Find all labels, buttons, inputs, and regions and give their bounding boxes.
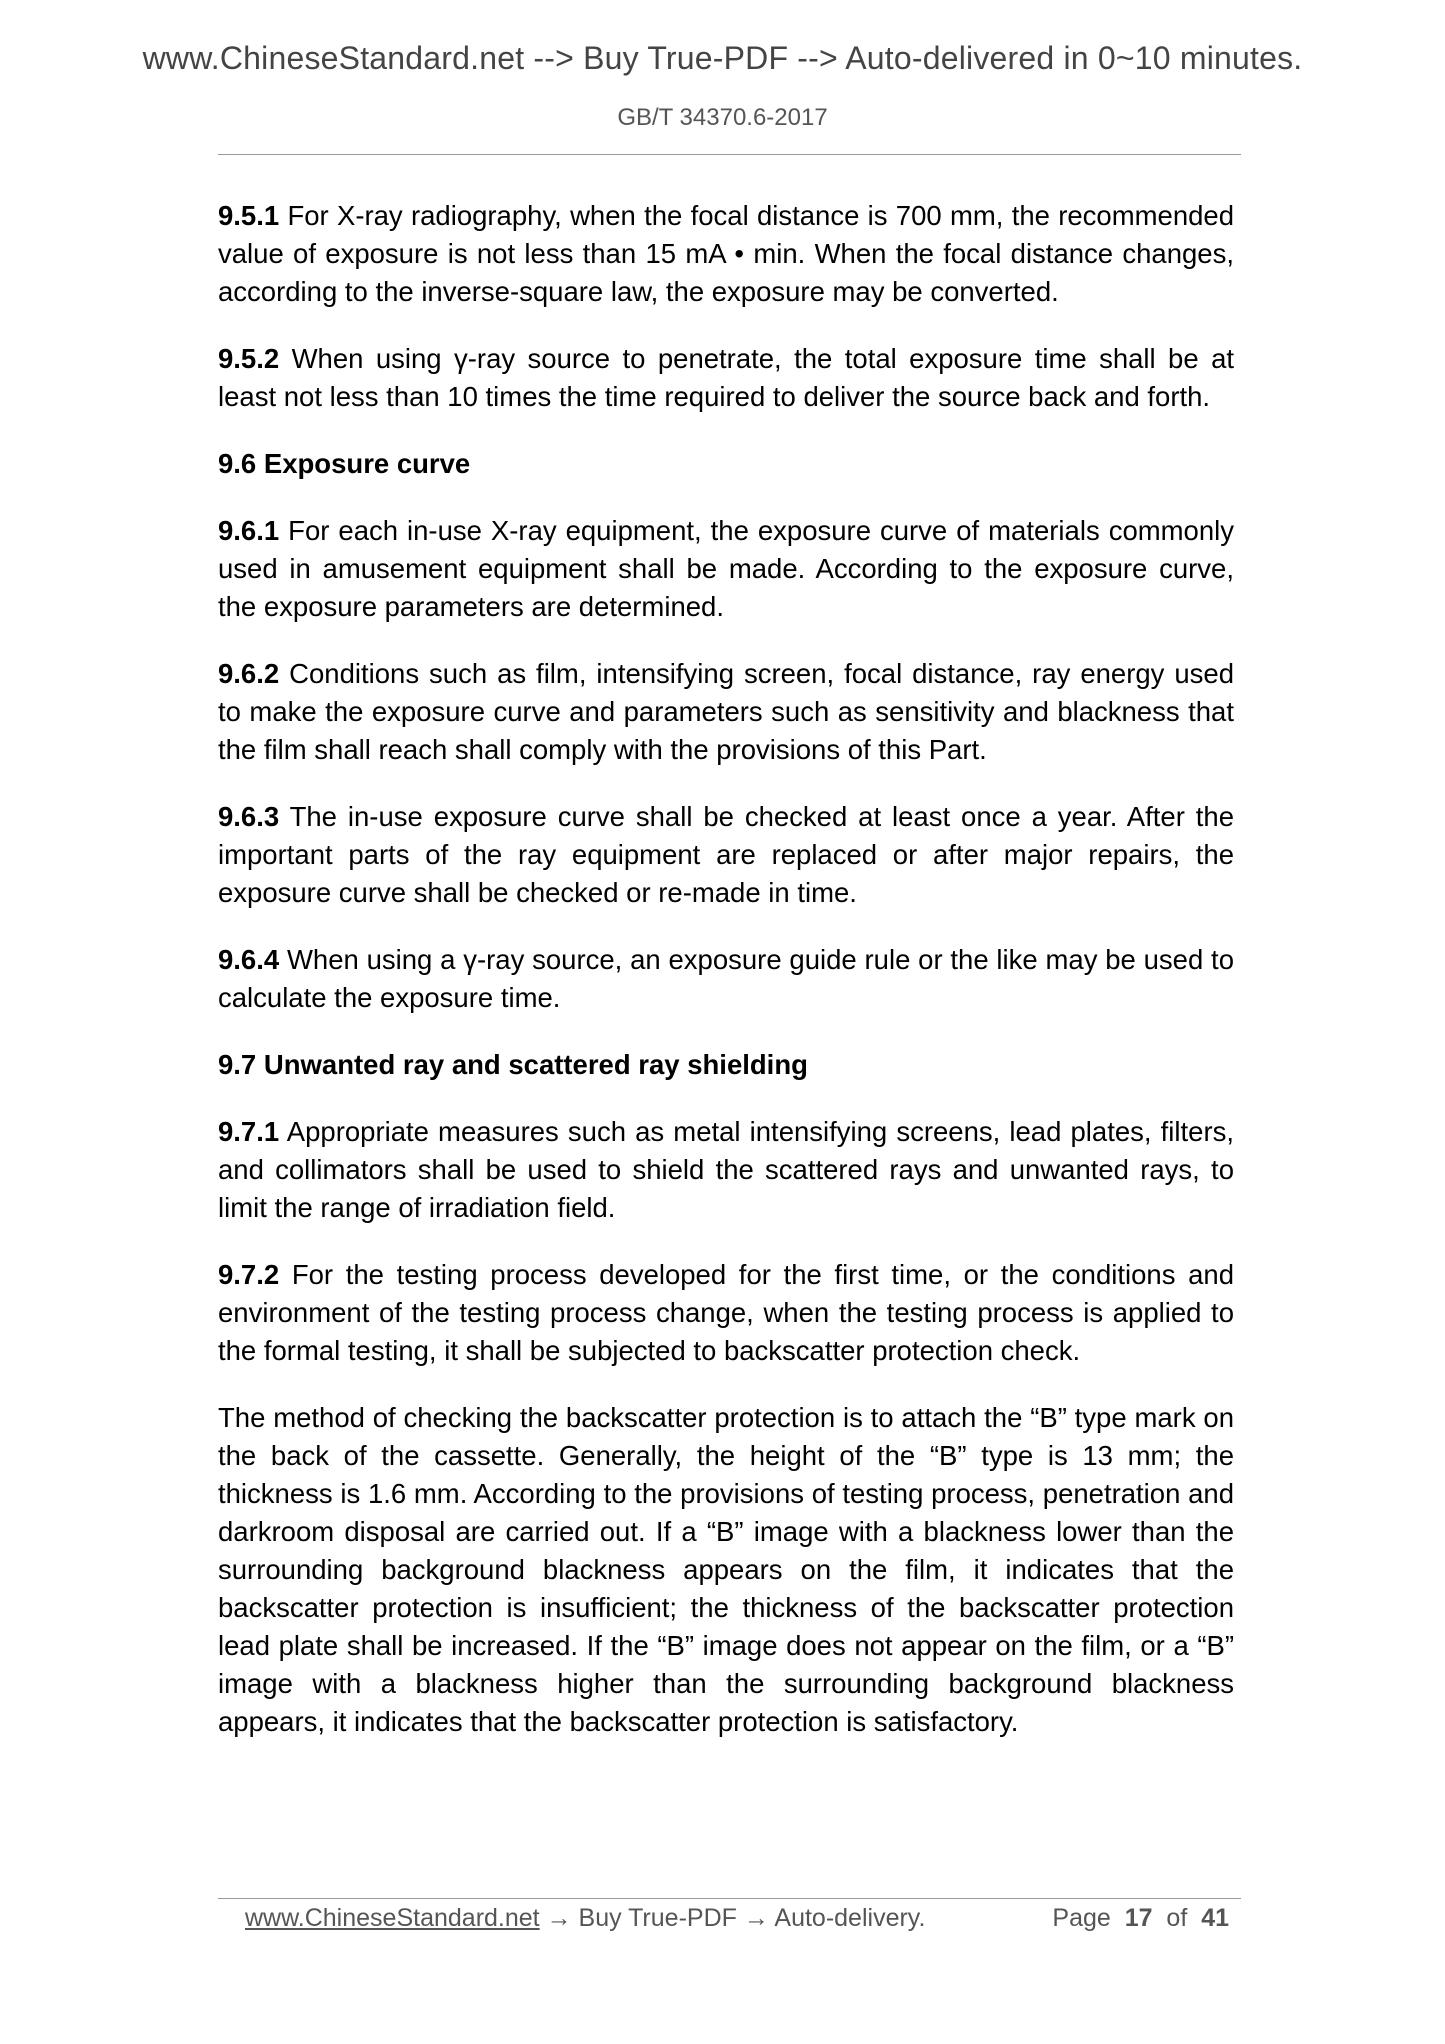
header-divider [218,154,1241,155]
page-content [218,197,1234,1770]
footer-divider [218,1898,1241,1899]
clause-text: For the testing process developed for the first time, or the conditions and environment of the testing process change, when the testing process is applied to the formal testing, it shall be subjected to backscatter protection check. [218,1259,1234,1366]
clause-text: Appropriate measures such as metal intensifying screens, lead plates, filters, and collimators shall be used to shield the scattered rays and unwanted rays, to limit the range of irradiation field. [218,1116,1234,1223]
footer-site-link[interactable]: www.ChineseStandard.net [245,1904,540,1932]
clause-text: When using a γ-ray source, an exposure guide rule or the like may be used to calculate the exposure time. [218,944,1234,1013]
clause-text: For each in-use X-ray equipment, the exposure curve of materials commonly used in amusement equipment shall be made. According to the exposure curve, the exposure parameters are determined. [218,515,1234,622]
section-heading-9-7: 9.7 Unwanted ray and scattered ray shielding [218,1049,808,1080]
page-footer [245,1904,1235,1944]
clause-9-7-1 [218,1113,1234,1227]
method-paragraph: The method of checking the backscatter protection is to attach the “B” type mark on the back of the cassette. Generally, the height of the “B” type is 13 mm; the thickness is 1.6 mm. According to the provisions of testing process, penetration and darkroom disposal are carried out. If a “B” image with a blackness lower than the surrounding background blackness appears on the film, it indicates that the backscatter protection is insufficient; the thickness of the backscatter protection lead plate shall be increased. If the “B” image does not appear on the film, or a “B” image with a blackness higher than the surrounding background blackness appears, it indicates that the backscatter protection is satisfactory. [218,1402,1234,1737]
clause-text: When using γ-ray source to penetrate, the total exposure time shall be at least not less than 10 times the time required to deliver the source back and forth. [218,343,1234,412]
clause-text: The in-use exposure curve shall be checked at least once a year. After the important parts of the ray equipment are replaced or after major repairs, the exposure curve shall be checked or re-made in time. [218,801,1234,908]
of-label: of [1166,1904,1188,1932]
page-indicator [1052,1904,1229,1933]
document-code: GB/T 34370.6-2017 [617,104,828,131]
clause-number: 9.5.2 [218,343,280,374]
footer-tagline: → Buy True-PDF → Auto-delivery. [539,1904,926,1932]
clause-number: 9.7.1 [218,1116,280,1147]
clause-text: For X-ray radiography, when the focal distance is 700 mm, the recommended value of exposure is not less than 15 mA • min. When the focal distance changes, according to the inverse-square law, the exposure may be converted. [218,200,1234,307]
page-number: 17 [1124,1904,1153,1932]
clause-number: 9.7.2 [218,1259,280,1290]
clause-9-6-1 [218,512,1234,626]
clause-9-6-4 [218,941,1234,1017]
clause-9-5-2 [218,340,1234,416]
footer-left [245,1904,925,1933]
clause-9-6-3 [218,798,1234,912]
page-label: Page [1052,1904,1111,1932]
total-pages: 41 [1201,1904,1229,1932]
clause-9-5-1 [218,197,1234,311]
clause-number: 9.6.3 [218,801,280,832]
clause-9-6-2 [218,655,1234,769]
clause-number: 9.6.1 [218,515,280,546]
clause-number: 9.6.2 [218,658,280,689]
section-heading-9-6: 9.6 Exposure curve [218,448,471,479]
clause-9-7-2 [218,1256,1234,1370]
top-banner: www.ChineseStandard.net --> Buy True-PDF --> Auto-delivered in 0~10 minutes. [142,40,1303,76]
clause-text: Conditions such as film, intensifying screen, focal distance, ray energy used to make the exposure curve and parameters such as sensitivity and blackness that the film shall reach shall comply with the provisions of this Part. [218,658,1234,765]
clause-number: 9.5.1 [218,200,280,231]
clause-number: 9.6.4 [218,944,280,975]
